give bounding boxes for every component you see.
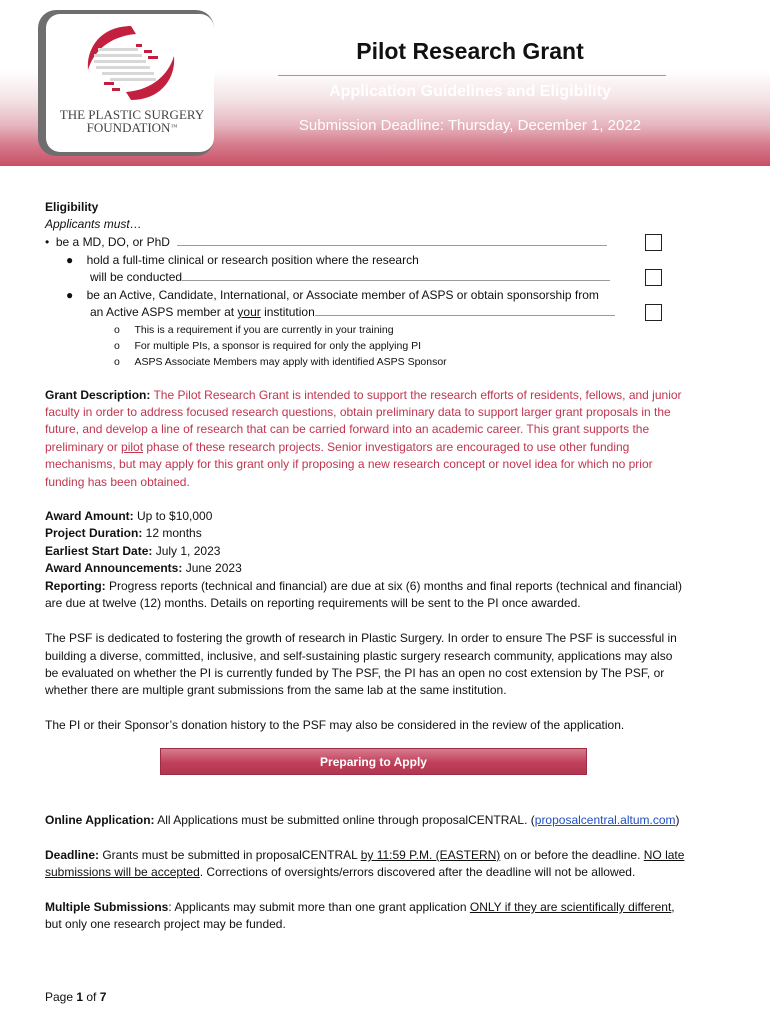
eligibility-item-position-cont xyxy=(90,269,610,286)
sub-bullet-icon: o xyxy=(114,324,135,336)
earliest-start-date xyxy=(45,543,220,560)
multiple-submissions-line2: but only one research project may be funded. xyxy=(45,917,286,931)
deadline-label: Deadline: xyxy=(45,848,100,862)
page-number xyxy=(45,990,106,1004)
award-amount xyxy=(45,508,212,525)
online-text: All Applications must be submitted online through proposalCENTRAL. ( xyxy=(154,813,535,827)
item-membership-your: your xyxy=(237,305,261,319)
eligibility-intro: Applicants must… xyxy=(45,217,142,231)
duration-label: Project Duration: xyxy=(45,526,143,540)
reporting-label: Reporting: xyxy=(45,579,106,593)
sub-bullet-sponsor xyxy=(114,338,421,355)
sub-bullet-icon: o xyxy=(114,340,135,352)
multi-scientifically-different: ONLY if they are scientifically different xyxy=(469,900,672,914)
grant-description-line5: mechanisms, but may apply for this grant only if proposing a new research concept or novel idea for which no prior xyxy=(45,457,653,471)
page-current: 1 xyxy=(76,990,84,1004)
gd-l4a: preliminary or xyxy=(45,440,122,454)
item-membership-text-2a: an Active ASPS member at xyxy=(90,305,238,319)
page-title: Pilot Research Grant xyxy=(356,38,584,64)
multi-text-a: : Applicants may submit more than one grant application xyxy=(168,900,470,914)
checkbox-membership[interactable] xyxy=(645,304,662,321)
grant-description-line4 xyxy=(45,439,629,456)
title-divider xyxy=(278,75,666,76)
announce-value: June 2023 xyxy=(182,561,242,575)
online-close: ) xyxy=(675,813,680,827)
foundation-logo-icon xyxy=(76,18,186,108)
deadline-not-accepted: submissions will be accepted xyxy=(45,865,200,879)
deadline-line2 xyxy=(45,864,635,881)
preparing-to-apply-header: Preparing to Apply xyxy=(160,748,587,775)
fill-line xyxy=(177,235,607,246)
award-announcements xyxy=(45,560,242,577)
award-amount-value: Up to $10,000 xyxy=(133,509,213,523)
item-membership-text: be an Active, Candidate, International, or Associate member of ASPS or obtain sponsorship from xyxy=(86,288,599,302)
page-word: Page xyxy=(45,990,77,1004)
grant-description-label: Grant Description: xyxy=(45,388,151,402)
sub-bullet-associate xyxy=(114,354,447,371)
fill-line xyxy=(315,305,615,316)
grant-description-line2: faculty in order to address focused research questions, obtain preliminary data to support larger grant proposals in the xyxy=(45,405,671,419)
eligibility-item-position xyxy=(66,252,419,269)
grant-description-text: The Pilot Research Grant is intended to support the research efforts of residents, fellows, and junior xyxy=(150,388,682,402)
award-amount-label: Award Amount: xyxy=(45,509,134,523)
announce-label: Award Announcements: xyxy=(45,561,183,575)
deadline-no-late: NO late xyxy=(643,848,685,862)
bullet-icon: • xyxy=(45,235,56,249)
gd-pilot: pilot xyxy=(121,440,144,454)
eligibility-item-degree xyxy=(45,234,607,251)
eligibility-item-membership-cont xyxy=(90,304,615,321)
reporting-text-1: Progress reports (technical and financial) are due at six (6) months and final reports (technical and financial) xyxy=(105,579,682,593)
item-position-text-2: will be conducted xyxy=(90,270,183,284)
item-degree-text: be a MD, DO, or PhD xyxy=(55,235,170,249)
deadline-text-a: Grants must be submitted in proposalCENTRAL xyxy=(99,848,361,862)
duration-value: 12 months xyxy=(142,526,202,540)
proposalcentral-link[interactable]: proposalcentral.altum.com xyxy=(534,813,676,827)
bullet-icon: ● xyxy=(66,253,87,267)
project-duration xyxy=(45,525,202,542)
deadline-text-b: on or before the deadline. xyxy=(500,848,644,862)
donation-history: The PI or their Sponsor’s donation history to the PSF may also be considered in the review of the application. xyxy=(45,718,625,732)
psf-line4: whether there are multiple grant submissions from the same lab at the same institution. xyxy=(45,683,507,697)
checkbox-position[interactable] xyxy=(645,269,662,286)
reporting-line1 xyxy=(45,578,682,595)
sub-bullet-sponsor-text: For multiple PIs, a sponsor is required for only the applying PI xyxy=(134,340,421,352)
psf-line2: building a diverse, committed, inclusive, and self-sustaining plastic surgery research community, applications may also xyxy=(45,649,673,663)
item-membership-text-2b: institution xyxy=(260,305,315,319)
sub-bullet-training xyxy=(114,322,394,339)
page-total: 7 xyxy=(99,990,107,1004)
psf-line1: The PSF is dedicated to fostering the growth of research in Plastic Surgery. In order to ensure The PSF is successful in xyxy=(45,631,677,645)
item-position-text: hold a full-time clinical or research position where the research xyxy=(86,253,419,267)
fill-line xyxy=(182,270,610,281)
of-word: of xyxy=(83,990,100,1004)
start-value: July 1, 2023 xyxy=(152,544,221,558)
foundation-logo-text xyxy=(54,108,210,134)
bullet-icon: ● xyxy=(66,288,87,302)
page-subtitle: Application Guidelines and Eligibility xyxy=(329,83,611,100)
reporting-line2: are due at twelve (12) months. Details on reporting requirements will be sent to the PI once awarded. xyxy=(45,596,581,610)
multi-text-b: , xyxy=(671,900,675,914)
grant-description-line1 xyxy=(45,387,682,404)
logo-line1: THE PLASTIC SURGERY xyxy=(59,107,205,122)
psf-line3: be evaluated on whether the PI is currently funded by The PSF, the PI has an open no cost extension by The PSF, or xyxy=(45,666,665,680)
deadline-time: by 11:59 P.M. (EASTERN) xyxy=(360,848,501,862)
eligibility-heading: Eligibility xyxy=(45,200,99,214)
grant-description-line6: funding has been obtained. xyxy=(45,475,190,489)
gd-l4b: phase of these research projects. Senior investigators are encouraged to use other funding xyxy=(143,440,630,454)
logo-line2: FOUNDATION xyxy=(86,120,171,135)
sub-bullet-training-text: This is a requirement if you are currently in your training xyxy=(134,324,394,336)
multiple-submissions-line1 xyxy=(45,899,675,916)
start-label: Earliest Start Date: xyxy=(45,544,153,558)
multi-label: Multiple Submissions xyxy=(45,900,169,914)
deadline-line1 xyxy=(45,847,684,864)
logo-tm: ™ xyxy=(170,123,178,131)
deadline-text-c: . Corrections of oversights/errors discovered after the deadline will not be allowed. xyxy=(199,865,636,879)
online-application xyxy=(45,812,680,829)
sub-bullet-associate-text: ASPS Associate Members may apply with identified ASPS Sponsor xyxy=(134,356,447,368)
checkbox-degree[interactable] xyxy=(645,234,662,251)
sub-bullet-icon: o xyxy=(114,356,135,368)
online-label: Online Application: xyxy=(45,813,155,827)
eligibility-item-membership xyxy=(66,287,599,304)
submission-deadline: Submission Deadline: Thursday, December 1, 2022 xyxy=(298,117,642,134)
grant-description-line3: future, and develop a line of research that can be carried forward into an academic career. This grant supports the xyxy=(45,422,650,436)
